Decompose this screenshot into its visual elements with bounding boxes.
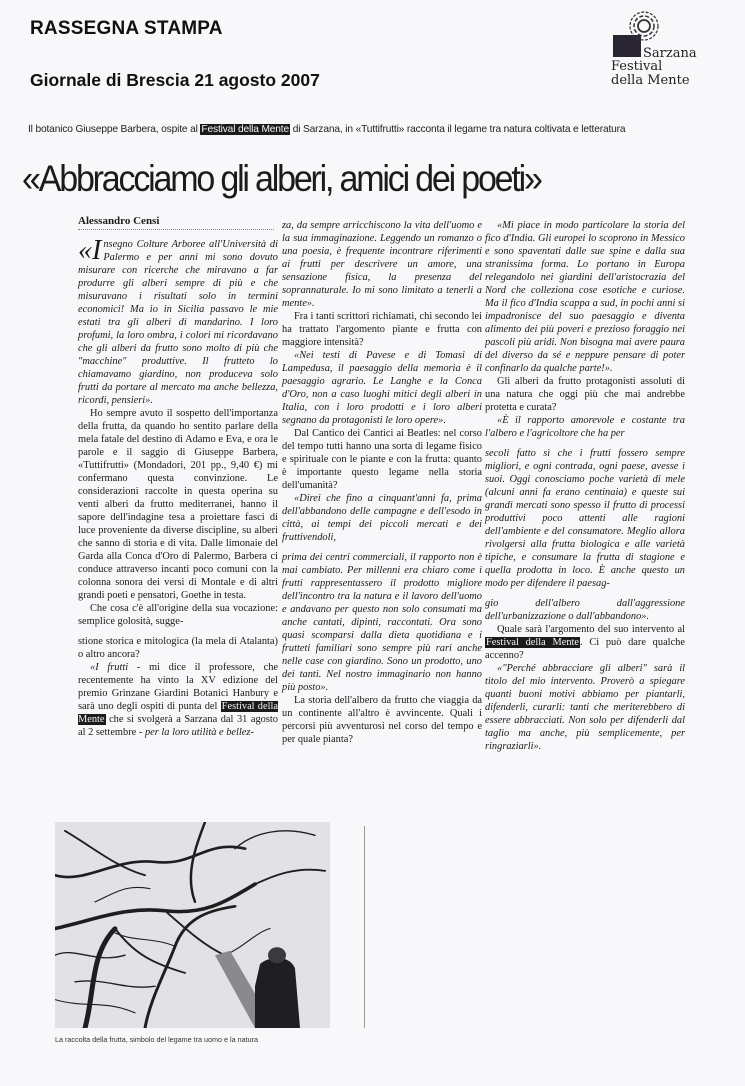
tree-branches-illustration bbox=[55, 822, 330, 1028]
author-byline: Alessandro Censi bbox=[78, 215, 274, 230]
paragraph bbox=[78, 235, 278, 407]
logo-swirl-icon bbox=[627, 10, 661, 42]
answer: za, da sempre arricchiscono la vita dell'uomo e la sua immaginazione. Leggendo un romanzo o una poesia, è frequente incontrare riferimenti ai frutti per descrivere un amore, una sensazione fisica, la presenza del soprannaturale. Io mi sono limitato a tenerli a mente». bbox=[282, 220, 482, 309]
fruit-harvest-photo bbox=[55, 822, 330, 1028]
column-break bbox=[282, 544, 482, 551]
question: Che cosa c'è all'origine della sua vocazione: semplice golosità, sugge- bbox=[78, 603, 278, 627]
quote-italic: «I frutti bbox=[90, 662, 129, 673]
question: La storia dell'albero da frutto che viaggia da un continente all'altro è avvincente. Quali i percorsi più avventurosi nel corso del tempo e per quale pianta? bbox=[282, 695, 482, 745]
column-1-text bbox=[78, 235, 278, 739]
press-review-heading: RASSEGNA STAMPA bbox=[30, 18, 223, 39]
question-text: . Ci può dare qualche accenno? bbox=[485, 637, 685, 661]
divider-line bbox=[364, 826, 365, 1028]
kicker-text-after: di Sarzana, in «Tuttifrutti» racconta il legame tra natura coltivata e letteratura bbox=[290, 124, 626, 135]
logo-sarzana: Sarzana bbox=[643, 46, 697, 61]
answer-continued: gio dell'albero dall'aggressione dell'urbanizzazione o dall'abbandono». bbox=[485, 598, 685, 622]
article-headline: «Abbracciamo gli alberi, amici dei poeti» bbox=[22, 158, 541, 199]
festival-highlight: Festival della Mente bbox=[486, 637, 580, 648]
question: Fra i tanti scrittori richiamati, chi secondo lei ha trattato l'argomento piante e frutta con maggiore intensità? bbox=[282, 311, 482, 348]
column-1 bbox=[78, 235, 278, 739]
paragraph bbox=[78, 661, 278, 739]
kicker-festival-highlight: Festival della Mente bbox=[201, 124, 290, 135]
column-break bbox=[485, 440, 685, 447]
column-break bbox=[485, 590, 685, 597]
answer-continued: prima dei centri commerciali, il rapporto non è mai cambiato. Per millenni era chiaro come i frutti rappresentassero il prodotto migliore dell'incontro tra la natura e il lavoro dell'uomo e andavano per questo non solo consumati ma anche cantati, dipinti, raccontati. Ora sono quasi scomparsi dalla dieta quotidiana e i frutteti familiari sono sempre più rari anche nelle case con giardino. Sono un prodotto, uno dei tanti. Nel nostro immaginario non hanno più posto». bbox=[282, 552, 482, 693]
answer-continued: secoli fatto sì che i frutti fossero sempre migliori, e ogni contrada, ogni paese, avesse i suoi. Oggi conosciamo poche varietà di mele (alcuni anni fa erano centinaia) e queste sui grandi mercati sono spesso il frutto di processi produttivi poco attenti alle ragioni dell'ambiente e del consumatore. Meglio allora rivolgersi alla frutta biologica e alle varietà tipiche, e consumare la frutta di stagione e quella prodotta in loco. È anche questo un modo per difendere il paesag- bbox=[485, 448, 685, 589]
answer: «Direi che fino a cinquant'anni fa, prima dell'abbandono delle campagne e dell'esodo in città, ai tempi dei piccoli mercati e dei fruttivendoli, bbox=[282, 493, 482, 543]
question: Gli alberi da frutto protagonisti assoluti di una natura che oggi più che mai andrebbe protetta e curata? bbox=[485, 376, 685, 413]
answer: «"Perché abbracciare gli alberi" sarà il titolo del mio intervento. Proverò a spiegare quanti buoni motivi abbiamo per piantarli, difenderli, curarli: tanti che meriterebbero di essere abbracciati. Non solo per difenderli dal taglio ma anche, più semplicemente, per ringraziarli». bbox=[485, 663, 685, 752]
source-and-date: Giornale di Brescia 21 agosto 2007 bbox=[30, 70, 320, 90]
answer: «È il rapporto amorevole e costante tra l'albero e l'agricoltore che ha per bbox=[485, 415, 685, 439]
question bbox=[485, 623, 685, 662]
kicker-text-before: Il botanico Giuseppe Barbera, ospite al bbox=[28, 124, 201, 135]
paragraph: Ho sempre avuto il sospetto dell'importanza della frutta, da quando ho sentito parlare della mela fatale del destino di Adamo e Eva, e ora le parole e il saggio di Giuseppe Barbera, «Tuttifrutti» (Mondadori, 201 pp., 9,40 €) mi confermano questa convinzione. Le considerazioni raccolte in questa operina su venti alberi da frutto mediterranei, hanno il sapore dell'indagine tesa a proiettare fasci di luce proveniente da diverse discipline, su alberi che sanno di storia e di vita. Dalle limonaie del Garda alla Conca d'Oro di Palermo, Barbera ci conduce attraverso incanti poco comuni con la colonna sonora dei versi di Montale e di altri grandi poeti e pensatori, Goethe in testa. bbox=[78, 408, 278, 601]
column-break bbox=[78, 628, 278, 635]
answer: «Nei testi di Pavese e di Tomasi di Lampedusa, il paesaggio della memoria è il paesaggio agrario. Le Langhe e la Conca d'Oro, non a caso luoghi mitici degli alberi in Italia, con i loro prodotti e i loro alberi segnano da protagonisti le loro opere». bbox=[282, 350, 482, 426]
question-text: Quale sarà l'argomento del suo intervento al bbox=[497, 624, 685, 635]
column-2 bbox=[282, 219, 482, 746]
festival-highlight: Festival della Mente bbox=[78, 701, 278, 725]
article-kicker bbox=[28, 124, 733, 135]
drop-cap: «I bbox=[78, 235, 102, 266]
question-continued: stione storica e mitologica (la mela di Atalanta) o altro ancora? bbox=[78, 636, 278, 660]
photo-caption: La raccolta della frutta, simbolo del legame tra uomo e la natura bbox=[55, 1035, 258, 1044]
paragraph-text: nsegno Colture Arboree all'Università di Palermo e per anni mi sono dovuto misurare con ricerche che miravano a far produrre gli alberi sempre di più e che misuravano i risultati solo in termini economici! Ma io in Sicilia passavo le mie estati tra gli alberi di mandarino. I loro profumi, la loro ombra, i colori mi ricordavano che gli alberi da frutto sono molto di più che "macchine" produttive. Il frutteto lo chiamavamo giardino, non produceva solo frutti da portare al mercato ma anche bellezza, ricordi, pensieri». bbox=[78, 239, 278, 406]
logo-festival-name bbox=[611, 60, 690, 88]
column-3 bbox=[485, 219, 685, 753]
answer: «Mi piace in modo particolare la storia del fico d'India. Gli europei lo scoprono in Messico e sono spaventati dalle sue spine e dalla sua stranissima forma. Lo portano in Europa relegandolo nei giardini dell'aristocrazia del Nord che colleziona cose esotiche e curiose. Ma il fico d'India scappa a sud, in pochi anni si impadronisce del suo paesaggio e diventa alimento dei più poveri e prezioso foraggio nei pascoli più aridi. Non bisogna mai avere paura del diverso da sé e neppure pensare di poter confinarlo da qualche parte!». bbox=[485, 220, 685, 374]
logo-della-mente: della Mente bbox=[611, 73, 690, 88]
column-2-text bbox=[282, 219, 482, 746]
question: Dal Cantico dei Cantici ai Beatles: nel corso del tempo tutti hanno una sorta di legame fisico e spirituale con le piante e con la frutta: quanto è importante questo legame nella storia dell'umanità? bbox=[282, 428, 482, 491]
festival-logo bbox=[605, 8, 735, 88]
paragraph-text: che si svolgerà a Sarzana dal 31 agosto al 2 settembre - bbox=[78, 714, 278, 738]
logo-festival: Festival bbox=[611, 59, 663, 74]
quote-italic: per la loro utilità e bellez- bbox=[144, 727, 254, 738]
paragraph-text: - mi dice il professore, che recentemente ha vinto la XV edizione del premio Grinzane Giardini Botanici Hanbury e sarà uno degli ospiti di punta del bbox=[78, 662, 278, 712]
column-3-text bbox=[485, 219, 685, 753]
